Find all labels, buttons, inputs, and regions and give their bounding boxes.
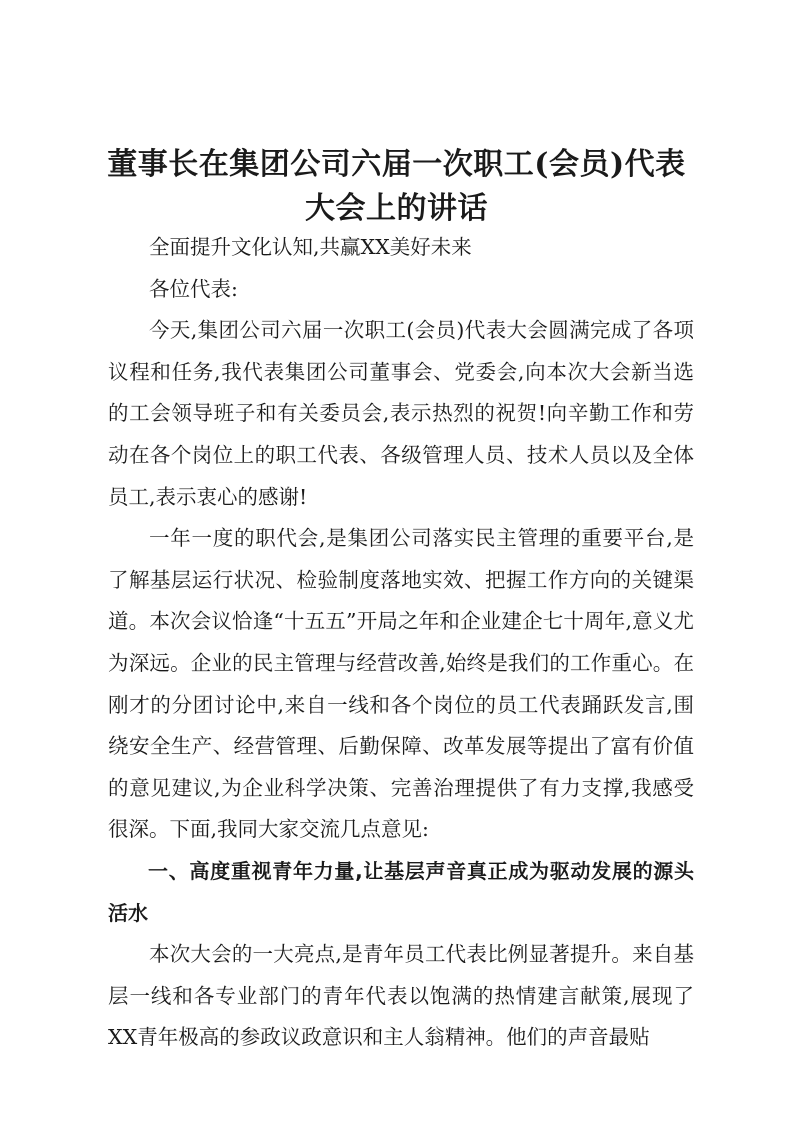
section-heading: 一、高度重视青年力量,让基层声音真正成为驱动发展的源头活水	[108, 858, 694, 925]
body-paragraph: 今天,集团公司六届一次职工(会员)代表大会圆满完成了各项议程和任务,我代表集团公司董事会、党委会,向本次大会新当选的工会领导班子和有关委员会,表示热烈的祝贺!向辛勤工作和劳动在各个岗位上的职工代表、各级管理人员、技术人员以及全体员工,表示衷心的感谢!	[108, 318, 694, 509]
body-paragraph: 本次大会的一大亮点,是青年员工代表比例显著提升。来自基层一线和各专业部门的青年代表以饱满的热情建言献策,展现了XX青年极高的参政议政意识和主人翁精神。他们的声音最贴	[108, 942, 694, 1050]
salutation-paragraph: 各位代表:	[149, 276, 238, 301]
subtitle-paragraph: 全面提升文化认知,共赢XX美好未来	[149, 235, 472, 259]
document-body	[108, 227, 694, 1059]
body-paragraph: 一年一度的职代会,是集团公司落实民主管理的重要平台,是了解基层运行状况、检验制度落地实效、把握工作方向的关键渠道。本次会议恰逢“十五五”开局之年和企业建企七十周年,意义尤为深远。企业的民主管理与经营改善,始终是我们的工作重心。在刚才的分团讨论中,来自一线和各个岗位的员工代表踊跃发言,围绕安全生产、经营管理、后勤保障、改革发展等提出了富有价值的意见建议,为企业科学决策、完善治理提供了有力支撑,我感受很深。下面,我同大家交流几点意见:	[108, 526, 694, 842]
document-title: 董事长在集团公司六届一次职工(会员)代表大会上的讲话	[107, 147, 686, 226]
